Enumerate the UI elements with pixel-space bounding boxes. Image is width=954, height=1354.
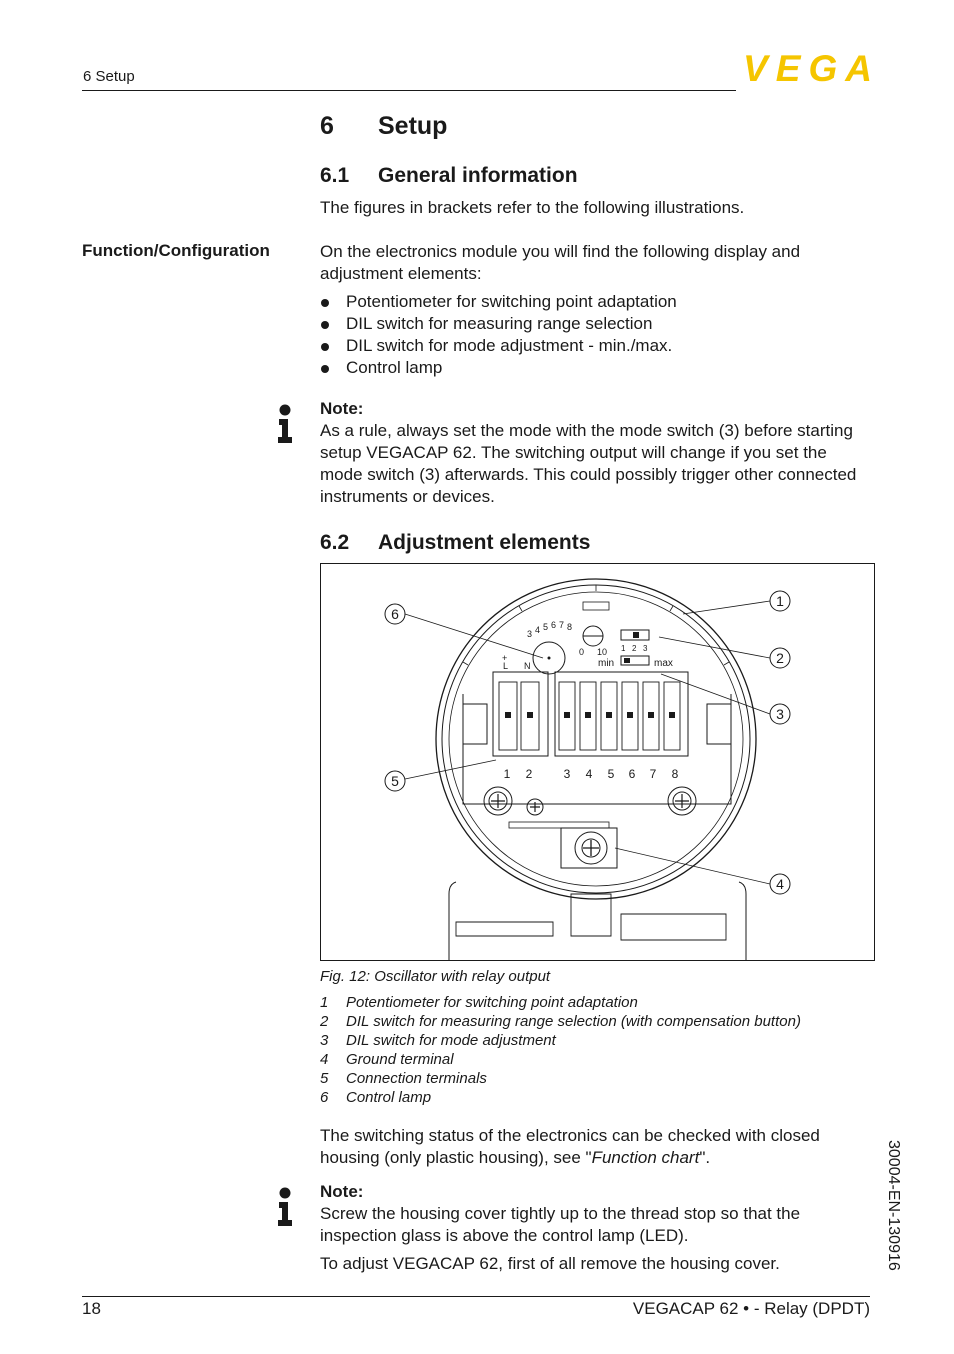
list-item: 3 DIL switch for mode adjustment xyxy=(320,1032,556,1049)
svg-text:1: 1 xyxy=(621,644,626,653)
info-icon xyxy=(276,1187,294,1227)
list-item: DIL switch for mode adjustment - min./max. xyxy=(320,335,860,357)
svg-text:min: min xyxy=(598,658,615,669)
list-item: DIL switch for measuring range selection xyxy=(320,313,860,335)
list-item: Potentiometer for switching point adaptation xyxy=(320,291,860,313)
svg-text:max: max xyxy=(654,658,673,669)
note-text: Screw the housing cover tightly up to the thread stop so that the inspection glass is above the control lamp (LED). xyxy=(320,1204,801,1245)
note-block-1 xyxy=(320,398,870,508)
page-number: 18 xyxy=(82,1299,101,1318)
figure-legend xyxy=(320,993,801,1107)
svg-text:1: 1 xyxy=(503,767,511,781)
footer-product: VEGACAP 62 • - Relay (DPDT) xyxy=(632,1299,870,1318)
svg-text:7: 7 xyxy=(559,620,565,630)
svg-text:4: 4 xyxy=(535,625,541,635)
svg-text:2: 2 xyxy=(525,767,533,781)
svg-text:+: + xyxy=(502,653,508,663)
note-title: Note: xyxy=(320,399,364,418)
svg-text:6: 6 xyxy=(391,606,399,622)
svg-text:3: 3 xyxy=(563,767,571,781)
list-item: 2 DIL switch for measuring range selection (with compensation button) xyxy=(320,1013,801,1030)
svg-text:3: 3 xyxy=(643,644,648,653)
section-heading-general: 6.1 General information xyxy=(320,164,578,187)
figure-oscillator xyxy=(320,563,875,961)
element-list xyxy=(320,291,860,379)
svg-text:6: 6 xyxy=(628,767,636,781)
oscillator-drawing xyxy=(321,564,874,960)
list-item: 6 Control lamp xyxy=(320,1089,432,1106)
svg-text:7: 7 xyxy=(649,767,657,781)
svg-text:10: 10 xyxy=(597,647,608,657)
svg-text:2: 2 xyxy=(776,650,784,666)
note-text: As a rule, always set the mode with the mode switch (3) before starting setup VEGACAP 62. The switching output will change if you set the mode switch (3) afterwards. This could possibly trigger other connected instruments or devices. xyxy=(320,421,857,506)
svg-text:4: 4 xyxy=(585,767,593,781)
chapter-heading: 6 Setup xyxy=(320,112,448,140)
vega-logo xyxy=(741,52,873,84)
svg-text:3: 3 xyxy=(776,706,784,722)
svg-text:1: 1 xyxy=(776,593,784,609)
svg-text:N: N xyxy=(524,661,531,671)
list-item: 5 Connection terminals xyxy=(320,1070,487,1087)
note-title: Note: xyxy=(320,1182,364,1201)
svg-text:4: 4 xyxy=(776,876,784,892)
list-item: 1 Potentiometer for switching point adaptation xyxy=(320,994,638,1011)
footer-rule xyxy=(82,1296,870,1297)
function-body: On the electronics module you will find the following display and adjustment elements: xyxy=(320,242,801,283)
final-instruction: To adjust VEGACAP 62, first of all remove the housing cover. xyxy=(320,1254,780,1273)
status-text: The switching status of the electronics can be checked with closed housing (only plastic housing), see "Function chart". xyxy=(320,1126,820,1167)
figure-caption: Fig. 12: Oscillator with relay output xyxy=(320,968,551,985)
header-rule xyxy=(82,90,736,91)
svg-text:L: L xyxy=(503,661,509,671)
svg-text:0: 0 xyxy=(579,647,585,657)
section-heading-adjustment: 6.2 Adjustment elements xyxy=(320,531,591,554)
intro-text: The figures in brackets refer to the following illustrations. xyxy=(320,198,745,217)
note-block-2 xyxy=(320,1181,860,1247)
running-header: 6 Setup xyxy=(83,68,135,85)
svg-text:VEGA: VEGA xyxy=(743,52,871,84)
svg-text:2: 2 xyxy=(632,644,637,653)
info-icon xyxy=(276,404,294,444)
svg-text:8: 8 xyxy=(671,767,679,781)
svg-text:3: 3 xyxy=(527,629,533,639)
svg-text:5: 5 xyxy=(543,622,549,632)
svg-text:5: 5 xyxy=(607,767,615,781)
function-chart-link[interactable]: Function chart xyxy=(591,1148,700,1167)
side-label-function: Function/Configuration xyxy=(82,241,270,260)
list-item: Control lamp xyxy=(320,357,860,379)
list-item: 4 Ground terminal xyxy=(320,1051,454,1068)
document-code: 30004-EN-130916 xyxy=(885,1140,902,1271)
svg-text:5: 5 xyxy=(391,773,399,789)
svg-text:8: 8 xyxy=(567,622,573,632)
svg-text:6: 6 xyxy=(551,620,557,630)
